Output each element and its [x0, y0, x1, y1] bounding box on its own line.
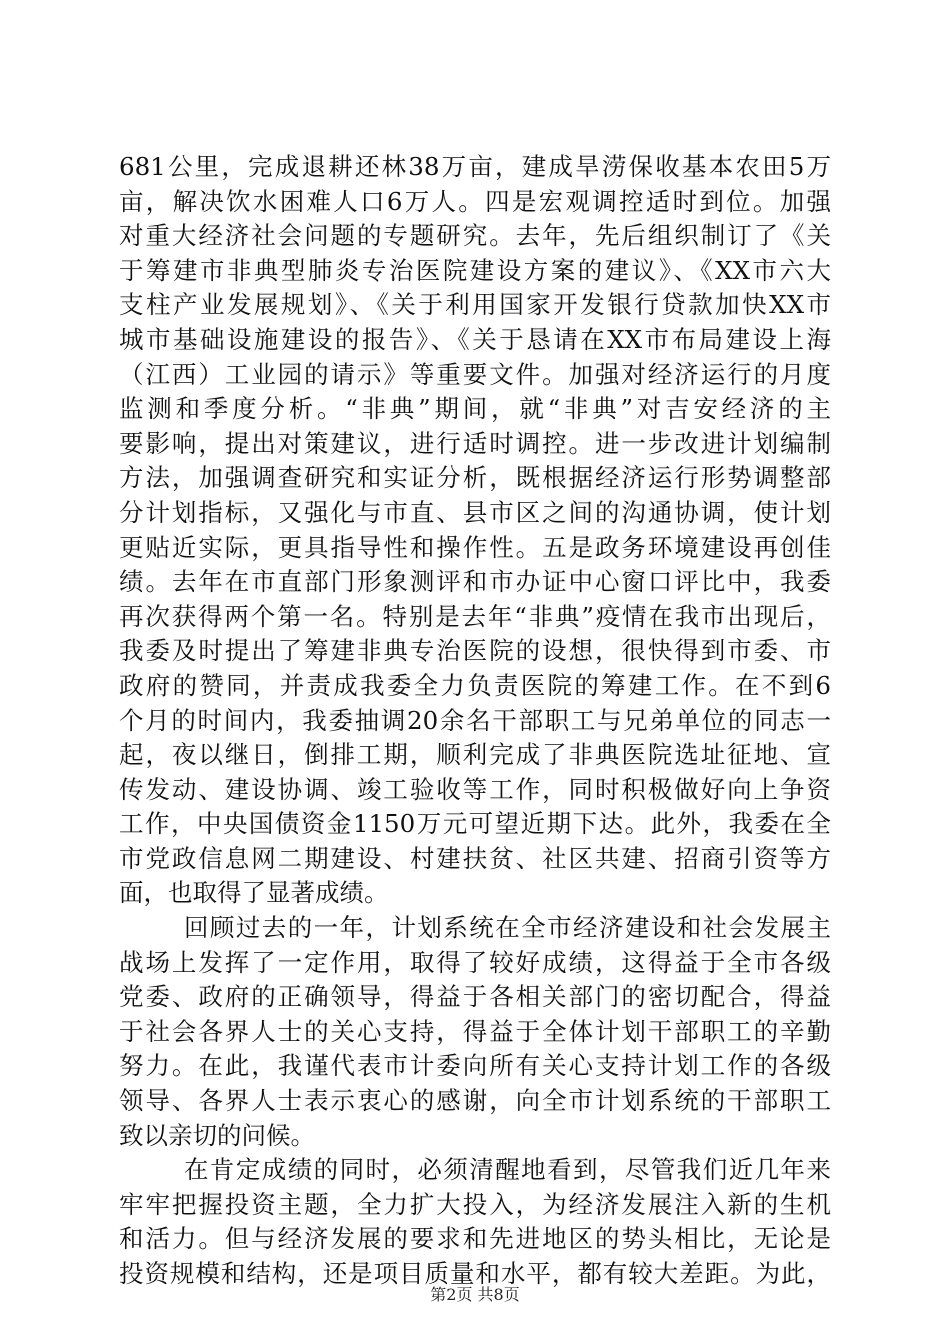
text-line: 于社会各界人士的关心支持，得益于全体计划干部职工的辛勤: [119, 1016, 831, 1046]
text-line: 方法，加强调查研究和实证分析，既根据经济运行形势调整部: [119, 463, 831, 493]
text-line: 和活力。但与经济发展的要求和先进地区的势头相比，无论是: [119, 1224, 831, 1254]
page-footer: 第2页 共8页: [430, 1285, 520, 1304]
text-line: 监测和季度分析。“非典”期间，就“非典”对吉安经济的主: [119, 394, 831, 424]
text-line: 致以亲切的问候。: [119, 1120, 315, 1150]
text-line: 支柱产业发展规划》、《关于利用国家开发银行贷款加快XX市: [119, 290, 831, 320]
text-line: 对重大经济社会问题的专题研究。去年，先后组织制订了《关: [119, 221, 831, 251]
text-line: 领导、各界人士表示衷心的感谢，向全市计划系统的干部职工: [119, 1086, 831, 1116]
body-text: [119, 150, 831, 1292]
text-line: 战场上发挥了一定作用，取得了较好成绩，这得益于全市各级: [119, 947, 831, 977]
text-line: 政府的赞同，并责成我委全力负责医院的筹建工作。在不到6: [119, 670, 831, 700]
text-line: 再次获得两个第一名。特别是去年“非典”疫情在我市出现后，: [119, 601, 831, 631]
paragraph-start: 回顾过去的一年，计划系统在全市经济建设和社会发展主: [184, 913, 831, 943]
text-line: 更贴近实际，更具指导性和操作性。五是政务环境建设再创佳: [119, 532, 831, 562]
text-line: 要影响，提出对策建议，进行适时调控。进一步改进计划编制: [119, 428, 831, 458]
text-line: 牢牢把握投资主题，全力扩大投入，为经济发展注入新的生机: [119, 1189, 831, 1219]
text-line: 投资规模和结构，还是项目质量和水平，都有较大差距。为此，: [119, 1259, 831, 1288]
text-line: （江西）工业园的请示》等重要文件。加强对经济运行的月度: [119, 359, 831, 389]
text-line: 城市基础设施建设的报告》、《关于恳请在XX市布局建设上海: [119, 324, 831, 354]
text-line: 个月的时间内，我委抽调20余名干部职工与兄弟单位的同志一: [119, 705, 831, 735]
text-line: 于筹建市非典型肺炎专治医院建设方案的建议》、《XX市六大: [119, 255, 831, 285]
text-line: 681公里，完成退耕还林38万亩，建成旱涝保收基本农田5万: [119, 152, 831, 181]
text-line: 党委、政府的正确领导，得益于各相关部门的密切配合，得益: [119, 982, 831, 1012]
text-line: 起，夜以继日，倒排工期，顺利完成了非典医院选址征地、宣: [119, 740, 831, 770]
text-line: 分计划指标，又强化与市直、县市区之间的沟通协调，使计划: [119, 497, 831, 527]
text-line: 亩，解决饮水困难人口6万人。四是宏观调控适时到位。加强: [119, 186, 831, 216]
text-line: 市党政信息网二期建设、村建扶贫、社区共建、招商引资等方: [119, 843, 831, 873]
text-line: 工作，中央国债资金1150万元可望近期下达。此外，我委在全: [119, 809, 831, 839]
text-line: 传发动、建设协调、竣工验收等工作，同时积极做好向上争资: [119, 774, 831, 804]
paragraph-start: 在肯定成绩的同时，必须清醒地看到，尽管我们近几年来: [184, 1155, 831, 1185]
text-line: 绩。去年在市直部门形象测评和市办证中心窗口评比中，我委: [119, 567, 831, 597]
text-line: 我委及时提出了筹建非典专治医院的设想，很快得到市委、市: [119, 636, 831, 666]
text-line: 努力。在此，我谨代表市计委向所有关心支持计划工作的各级: [119, 1051, 831, 1081]
text-line: 面，也取得了显著成绩。: [119, 878, 389, 908]
